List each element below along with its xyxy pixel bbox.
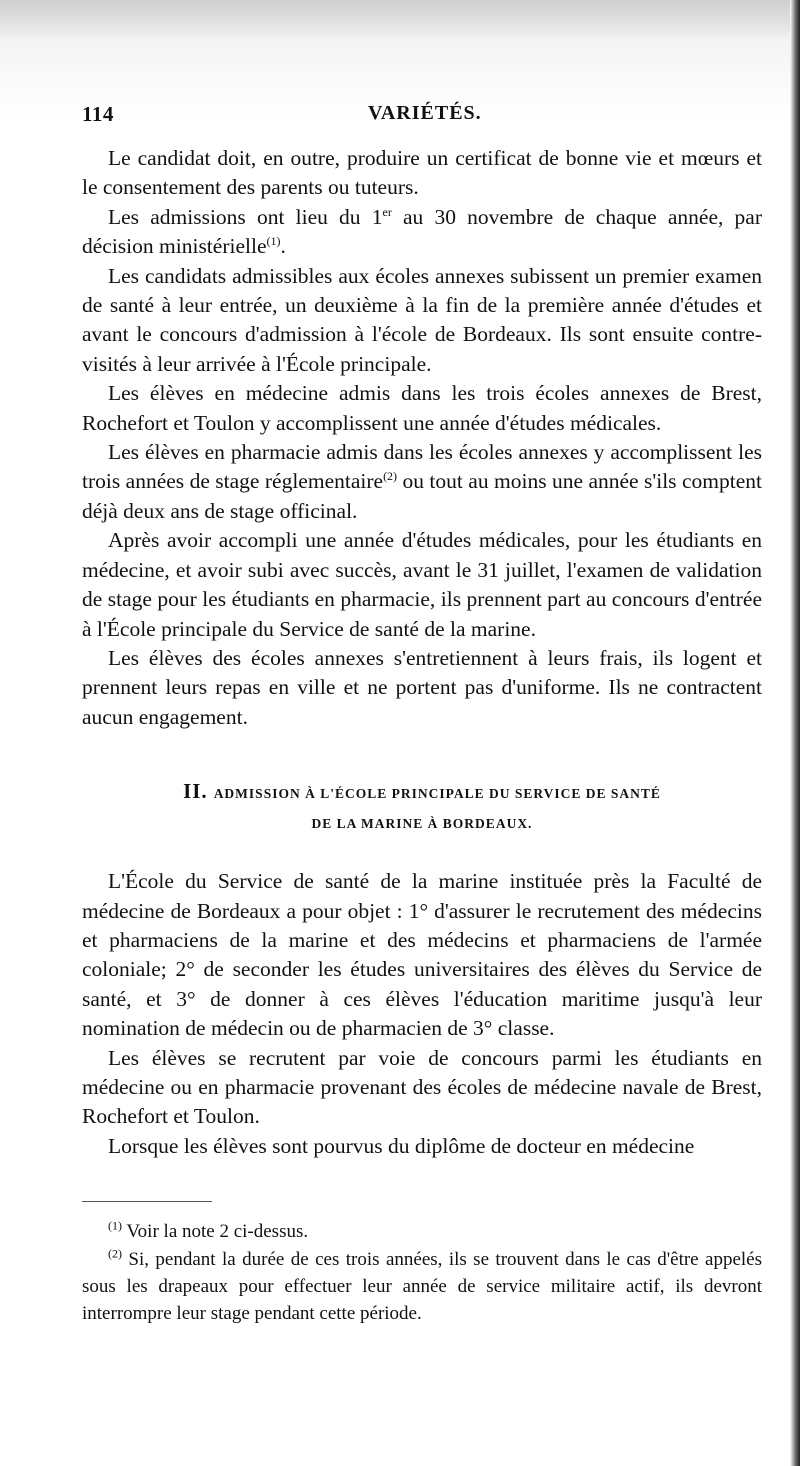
scan-shadow-top — [0, 0, 800, 40]
footnotes — [82, 1218, 762, 1328]
paragraph: Le candidat doit, en outre, produire un certificat de bonne vie et mœurs et le consentement des parents ou tuteurs. — [82, 146, 762, 200]
page-header — [82, 100, 760, 134]
paragraph: Les élèves se recrutent par voie de concours parmi les étudiants en médecine ou en pharmacie provenant des écoles de médecine navale de Brest, Rochefort et Toulon. — [82, 1045, 762, 1129]
paragraph: Après avoir accompli une année d'études médicales, pour les étudiants en médecine, et avoir subi avec succès, avant le 31 juillet, l'examen de validation de stage pour les étudiants en pharmacie, ils prennent part au concours d'entrée à l'École principale du Service de santé de la marine. — [82, 528, 762, 641]
running-head: VARIÉTÉS. — [368, 102, 482, 124]
paragraph: Les admissions ont lieu du 1er au 30 novembre de chaque année, par décision ministérielle$^{(1)}$. — [82, 204, 763, 259]
footnote-mark: (2) — [108, 1246, 122, 1261]
section-title-line-1: ADMISSION À L'ÉCOLE PRINCIPALE DU SERVICE DE SANTÉ — [213, 786, 661, 802]
ordinal-superscript: er — [382, 204, 392, 219]
paragraph: Les élèves en pharmacie admis dans les écoles annexes y accomplissent les trois années de stage réglementaire$^{(2)}$ ou tout au moins une année s'ils comptent déjà deux ans de stage officinal. — [82, 440, 762, 523]
page-number: 114 — [82, 102, 114, 126]
footnote-mark: (1) — [108, 1218, 122, 1233]
paragraph: Les candidats admissibles aux écoles annexes subissent un premier examen de santé à leur entrée, un deuxième à la fin de la première année d'études et avant le concours d'admission à l'école de Bordeaux. Ils sont ensuite contre-visités à leur arrivée à l'École principale. — [82, 263, 762, 376]
section-title-line-2: DE LA MARINE À BORDEAUX. — [311, 816, 533, 832]
scan-edge-right — [790, 0, 800, 1466]
footnote-divider — [82, 1201, 212, 1202]
footnote: $^{(1)}$ Voir la note 2 ci-dessus. — [108, 1218, 309, 1243]
body-text — [82, 144, 762, 1328]
footnote-reference: (1) — [266, 234, 281, 249]
paragraph: Lorsque les élèves sont pourvus du diplôme de docteur en médecine — [108, 1133, 695, 1158]
footnote-reference: (2) — [383, 469, 398, 484]
section-heading — [82, 776, 762, 839]
footnote: $^{(2)}$ Si, pendant la durée de ces trois années, ils se trouvent dans le cas d'être appelés sous les drapeaux pour effectuer leur année de service militaire actif, ils devront interrompre leur stage pendant cette période. — [82, 1246, 762, 1325]
paragraph: L'École du Service de santé de la marine instituée près la Faculté de médecine de Bordeaux a pour objet : 1° d'assurer le recrutement des médecins et pharmaciens de la marine et des médecins et pharmaciens de l'armée coloniale; 2° de seconder les études universitaires des élèves du Service de santé, et 3° de donner à ces élèves l'éducation maritime jusqu'à leur nomination de médecin ou de pharmacien de 3° classe. — [82, 869, 762, 1041]
paragraph: Les élèves en médecine admis dans les trois écoles annexes de Brest, Rochefort et Toulon y accomplissent une année d'études médicales. — [82, 381, 762, 435]
paragraph: Les élèves des écoles annexes s'entretiennent à leurs frais, ils logent et prennent leurs repas en ville et ne portent pas d'uniforme. Ils ne contractent aucun engagement. — [82, 645, 762, 729]
section-number: II. — [183, 779, 208, 804]
